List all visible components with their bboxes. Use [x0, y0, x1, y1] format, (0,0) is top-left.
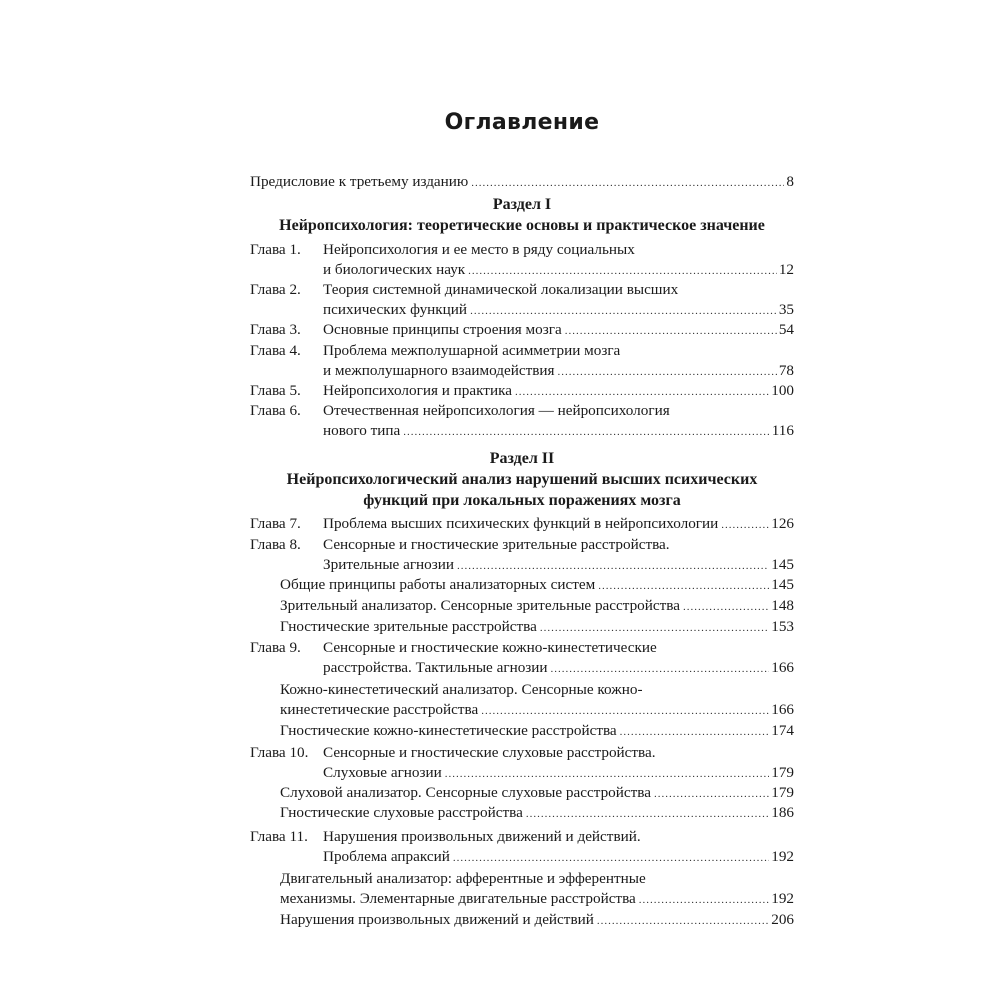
- leader-dots: [721, 515, 769, 535]
- leader-dots: [565, 321, 777, 341]
- toc-chapter-8[interactable]: [250, 535, 794, 555]
- toc-chapter-9[interactable]: [250, 638, 794, 658]
- subentry-title: Зрительный анализатор. Сенсорные зрительные расстройства: [280, 597, 680, 614]
- leader-dots: [515, 382, 769, 402]
- leader-dots: [540, 618, 769, 638]
- toc-page-number: 192: [771, 848, 794, 865]
- chapter-title-line2: и биологических наук: [323, 261, 466, 278]
- chapter-title: Нейропсихология и практика: [323, 382, 512, 399]
- chapter-label: Глава 6.: [250, 402, 301, 419]
- chapter-label: Глава 9.: [250, 639, 301, 656]
- leader-dots: [453, 848, 769, 868]
- toc-chapter-3[interactable]: [250, 320, 794, 340]
- leader-dots: [471, 173, 784, 193]
- chapter-title-line1: Теория системной динамической локализации высших: [323, 281, 679, 298]
- toc-page-number: 35: [778, 301, 794, 318]
- subentry-title: кинестетические расстройства: [280, 701, 479, 718]
- toc-chapter-4[interactable]: [250, 341, 794, 361]
- chapter-label: Глава 3.: [250, 321, 301, 338]
- toc-page-number: 145: [771, 556, 794, 573]
- chapter-title: Основные принципы строения мозга: [323, 321, 562, 338]
- chapter-label: Глава 11.: [250, 828, 308, 845]
- leader-dots: [457, 556, 769, 576]
- toc-chapter-6-cont[interactable]: [250, 421, 794, 441]
- toc-entry-text: Предисловие к третьему изданию: [250, 173, 469, 190]
- toc-page-number: 166: [771, 659, 794, 676]
- subentry-title: Слуховой анализатор. Сенсорные слуховые расстройства: [280, 784, 651, 801]
- leader-dots: [481, 701, 769, 721]
- chapter-title-line1: Проблема межполушарной асимметрии мозга: [323, 342, 621, 359]
- toc-subentry-cont[interactable]: [250, 700, 794, 720]
- toc-chapter-2-cont[interactable]: [250, 300, 794, 320]
- section-2-title-line1: Нейропсихологический анализ нарушений высших психических: [286, 471, 758, 488]
- subentry-title: Нарушения произвольных движений и действий: [280, 911, 594, 928]
- toc-page-number: 186: [771, 804, 794, 821]
- section-1-title: Нейропсихология: теоретические основы и практическое значение: [279, 217, 765, 234]
- toc-subentry[interactable]: [250, 721, 794, 741]
- chapter-title-line1: Сенсорные и гностические слуховые расстройства.: [323, 744, 656, 761]
- toc-chapter-6[interactable]: [250, 401, 794, 421]
- section-1-label: Раздел I: [492, 196, 552, 213]
- chapter-title-line2: нового типа: [323, 422, 401, 439]
- chapter-title-line2: и межполушарного взаимодействия: [323, 362, 555, 379]
- leader-dots: [470, 301, 777, 321]
- toc-page-number: 153: [771, 618, 794, 635]
- toc-subentry[interactable]: [250, 680, 794, 700]
- toc-chapter-8-cont[interactable]: [250, 555, 794, 575]
- chapter-label: Глава 2.: [250, 281, 301, 298]
- toc-chapter-1-cont[interactable]: [250, 260, 794, 280]
- subentry-title-line1: Кожно-кинестетический анализатор. Сенсорные кожно-: [280, 681, 643, 698]
- chapter-label: Глава 4.: [250, 342, 301, 359]
- toc-chapter-4-cont[interactable]: [250, 361, 794, 381]
- page-title: Оглавление: [444, 110, 600, 135]
- toc-page-number: 145: [771, 576, 794, 593]
- toc-page-number: 12: [778, 261, 794, 278]
- subentry-title: Гностические слуховые расстройства: [280, 804, 523, 821]
- subentry-title: Гностические зрительные расстройства: [280, 618, 537, 635]
- toc-chapter-2[interactable]: [250, 280, 794, 300]
- toc-page-number: 8: [786, 173, 794, 190]
- toc-entry-preface[interactable]: [250, 172, 794, 192]
- toc-subentry[interactable]: [250, 783, 794, 803]
- toc-subentry-cont[interactable]: [250, 889, 794, 909]
- leader-dots: [445, 764, 769, 784]
- toc-chapter-11[interactable]: [250, 827, 794, 847]
- chapter-title-line1: Нейропсихология и ее место в ряду социальных: [323, 241, 635, 258]
- chapter-title-line2: Зрительные агнозии: [323, 556, 455, 573]
- chapter-title-line1: Сенсорные и гностические зрительные расстройства.: [323, 536, 670, 553]
- subentry-title-line1: Двигательный анализатор: афферентные и эфферентные: [280, 870, 646, 887]
- leader-dots: [597, 911, 769, 931]
- subentry-title: Гностические кожно-кинестетические расстройства: [280, 722, 617, 739]
- chapter-label: Глава 7.: [250, 515, 301, 532]
- chapter-title-line1: Сенсорные и гностические кожно-кинестетические: [323, 639, 657, 656]
- leader-dots: [598, 576, 769, 596]
- chapter-label: Глава 8.: [250, 536, 301, 553]
- toc-chapter-10-cont[interactable]: [250, 763, 794, 783]
- toc-subentry[interactable]: [250, 575, 794, 595]
- toc-chapter-7[interactable]: [250, 514, 794, 534]
- leader-dots: [639, 890, 769, 910]
- toc-page-number: 166: [771, 701, 794, 718]
- leader-dots: [526, 804, 769, 824]
- toc-chapter-9-cont[interactable]: [250, 658, 794, 678]
- leader-dots: [683, 597, 769, 617]
- toc-chapter-5[interactable]: [250, 381, 794, 401]
- toc-page-number: 78: [778, 362, 794, 379]
- toc-page-number: 100: [771, 382, 794, 399]
- chapter-title-line2: расстройства. Тактильные агнозии: [323, 659, 548, 676]
- toc-chapter-10[interactable]: [250, 743, 794, 763]
- chapter-title-line1: Отечественная нейропсихология — нейропсихология: [323, 402, 670, 419]
- chapter-title-line2: психических функций: [323, 301, 468, 318]
- toc-page-number: 179: [771, 784, 794, 801]
- leader-dots: [468, 261, 777, 281]
- leader-dots: [551, 659, 770, 679]
- chapter-title-line2: Слуховые агнозии: [323, 764, 442, 781]
- chapter-label: Глава 5.: [250, 382, 301, 399]
- toc-page-number: 174: [771, 722, 794, 739]
- leader-dots: [403, 422, 770, 442]
- toc-subentry[interactable]: [250, 910, 794, 930]
- toc-chapter-11-cont[interactable]: [250, 847, 794, 867]
- toc-page-number: 206: [771, 911, 794, 928]
- toc-subentry[interactable]: [250, 869, 794, 889]
- chapter-title-line2: Проблема апраксий: [323, 848, 450, 865]
- leader-dots: [558, 362, 777, 382]
- toc-page-number: 116: [771, 422, 794, 439]
- chapter-label: Глава 10.: [250, 744, 309, 761]
- toc-page-number: 179: [771, 764, 794, 781]
- leader-dots: [654, 784, 769, 804]
- chapter-title: Проблема высших психических функций в нейропсихологии: [323, 515, 719, 532]
- toc-page-number: 126: [771, 515, 794, 532]
- subentry-title: Общие принципы работы анализаторных систем: [280, 576, 596, 593]
- subentry-title: механизмы. Элементарные двигательные расстройства: [280, 890, 636, 907]
- toc-subentry[interactable]: [250, 617, 794, 637]
- toc-subentry[interactable]: [250, 596, 794, 616]
- section-2-label: Раздел II: [489, 450, 555, 467]
- chapter-label: Глава 1.: [250, 241, 301, 258]
- toc-subentry[interactable]: [250, 803, 794, 823]
- toc-page-number: 54: [778, 321, 794, 338]
- leader-dots: [620, 722, 770, 742]
- toc-page-number: 148: [771, 597, 794, 614]
- toc-page-number: 192: [771, 890, 794, 907]
- section-2-title-line2: функций при локальных поражениях мозга: [363, 492, 681, 509]
- chapter-title-line1: Нарушения произвольных движений и действий.: [323, 828, 641, 845]
- toc-chapter-1[interactable]: [250, 240, 794, 260]
